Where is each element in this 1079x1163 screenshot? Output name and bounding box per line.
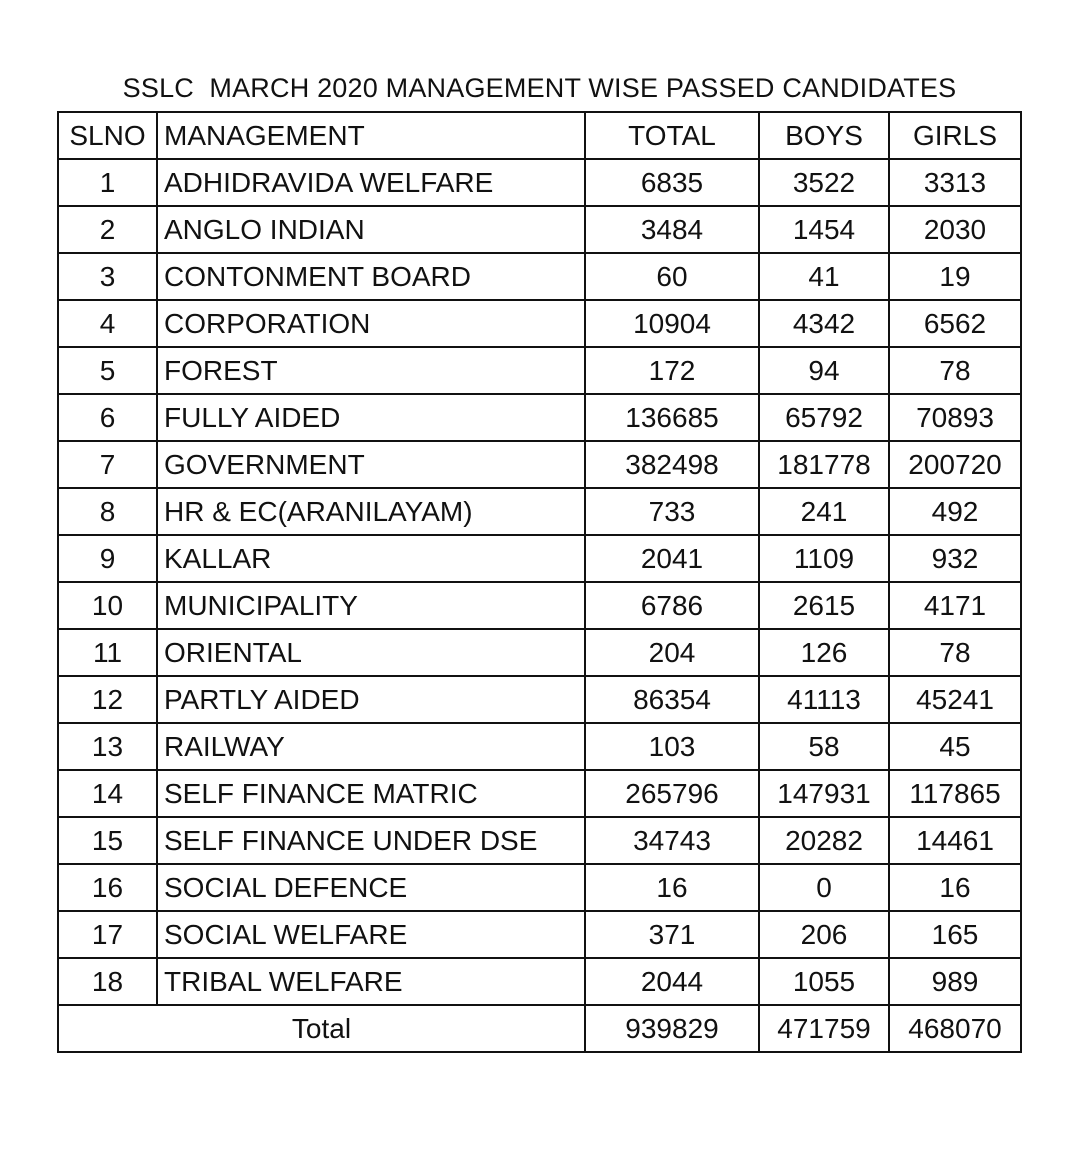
cell-girls: 45241 [889, 676, 1021, 723]
cell-girls: 78 [889, 347, 1021, 394]
table-row [58, 488, 1021, 535]
cell-management: ANGLO INDIAN [157, 206, 585, 253]
table-row [58, 441, 1021, 488]
table-row [58, 253, 1021, 300]
cell-total: 6835 [585, 159, 759, 206]
cell-management: KALLAR [157, 535, 585, 582]
table-row [58, 770, 1021, 817]
total-row [58, 1005, 1021, 1052]
cell-total: 136685 [585, 394, 759, 441]
cell-management: TRIBAL WELFARE [157, 958, 585, 1005]
cell-slno: 15 [58, 817, 157, 864]
cell-girls: 45 [889, 723, 1021, 770]
total-label: Total [58, 1005, 585, 1052]
cell-total: 10904 [585, 300, 759, 347]
cell-total: 733 [585, 488, 759, 535]
cell-girls: 78 [889, 629, 1021, 676]
cell-management: HR & EC(ARANILAYAM) [157, 488, 585, 535]
table-row [58, 300, 1021, 347]
cell-management: PARTLY AIDED [157, 676, 585, 723]
cell-total: 34743 [585, 817, 759, 864]
cell-total: 2041 [585, 535, 759, 582]
cell-slno: 8 [58, 488, 157, 535]
cell-slno: 2 [58, 206, 157, 253]
cell-total: 371 [585, 911, 759, 958]
cell-slno: 18 [58, 958, 157, 1005]
cell-girls: 200720 [889, 441, 1021, 488]
cell-total: 382498 [585, 441, 759, 488]
cell-total: 103 [585, 723, 759, 770]
cell-slno: 14 [58, 770, 157, 817]
cell-management: MUNICIPALITY [157, 582, 585, 629]
cell-slno: 16 [58, 864, 157, 911]
cell-total: 265796 [585, 770, 759, 817]
table-row [58, 911, 1021, 958]
cell-total: 204 [585, 629, 759, 676]
cell-total: 3484 [585, 206, 759, 253]
cell-boys: 0 [759, 864, 889, 911]
cell-girls: 14461 [889, 817, 1021, 864]
cell-total: 2044 [585, 958, 759, 1005]
cell-slno: 5 [58, 347, 157, 394]
cell-slno: 6 [58, 394, 157, 441]
grand-total-boys: 471759 [759, 1005, 889, 1052]
cell-management: ADHIDRAVIDA WELFARE [157, 159, 585, 206]
cell-boys: 3522 [759, 159, 889, 206]
table-row [58, 159, 1021, 206]
cell-girls: 3313 [889, 159, 1021, 206]
cell-boys: 181778 [759, 441, 889, 488]
cell-management: SELF FINANCE UNDER DSE [157, 817, 585, 864]
cell-management: SELF FINANCE MATRIC [157, 770, 585, 817]
cell-slno: 3 [58, 253, 157, 300]
passed-candidates-table [57, 111, 1022, 1053]
table-row [58, 817, 1021, 864]
cell-boys: 4342 [759, 300, 889, 347]
header-row [58, 112, 1021, 159]
cell-total: 86354 [585, 676, 759, 723]
table-row [58, 629, 1021, 676]
cell-boys: 94 [759, 347, 889, 394]
cell-management: SOCIAL WELFARE [157, 911, 585, 958]
cell-total: 172 [585, 347, 759, 394]
cell-slno: 11 [58, 629, 157, 676]
cell-boys: 41 [759, 253, 889, 300]
cell-girls: 932 [889, 535, 1021, 582]
cell-slno: 10 [58, 582, 157, 629]
table-row [58, 347, 1021, 394]
cell-girls: 165 [889, 911, 1021, 958]
table-row [58, 582, 1021, 629]
cell-management: SOCIAL DEFENCE [157, 864, 585, 911]
grand-total: 939829 [585, 1005, 759, 1052]
cell-boys: 65792 [759, 394, 889, 441]
cell-girls: 117865 [889, 770, 1021, 817]
cell-girls: 19 [889, 253, 1021, 300]
cell-boys: 206 [759, 911, 889, 958]
cell-boys: 1109 [759, 535, 889, 582]
cell-slno: 4 [58, 300, 157, 347]
cell-boys: 126 [759, 629, 889, 676]
cell-boys: 1055 [759, 958, 889, 1005]
cell-girls: 70893 [889, 394, 1021, 441]
grand-total-girls: 468070 [889, 1005, 1021, 1052]
cell-boys: 241 [759, 488, 889, 535]
table-row [58, 535, 1021, 582]
document-title: SSLC MARCH 2020 MANAGEMENT WISE PASSED CANDIDATES [122, 73, 957, 103]
header-slno: SLNO [58, 112, 157, 159]
cell-girls: 6562 [889, 300, 1021, 347]
cell-boys: 20282 [759, 817, 889, 864]
cell-girls: 16 [889, 864, 1021, 911]
cell-slno: 13 [58, 723, 157, 770]
table-row [58, 958, 1021, 1005]
cell-total: 16 [585, 864, 759, 911]
table-row [58, 206, 1021, 253]
header-girls: GIRLS [889, 112, 1021, 159]
cell-management: GOVERNMENT [157, 441, 585, 488]
header-total: TOTAL [585, 112, 759, 159]
cell-management: FULLY AIDED [157, 394, 585, 441]
table-body [58, 159, 1021, 1005]
cell-boys: 1454 [759, 206, 889, 253]
cell-total: 6786 [585, 582, 759, 629]
cell-boys: 2615 [759, 582, 889, 629]
cell-girls: 2030 [889, 206, 1021, 253]
cell-slno: 12 [58, 676, 157, 723]
cell-management: CONTONMENT BOARD [157, 253, 585, 300]
table-row [58, 394, 1021, 441]
cell-slno: 1 [58, 159, 157, 206]
cell-boys: 58 [759, 723, 889, 770]
cell-girls: 4171 [889, 582, 1021, 629]
cell-girls: 492 [889, 488, 1021, 535]
cell-total: 60 [585, 253, 759, 300]
table-row [58, 864, 1021, 911]
cell-management: RAILWAY [157, 723, 585, 770]
cell-boys: 147931 [759, 770, 889, 817]
table-row [58, 723, 1021, 770]
cell-management: ORIENTAL [157, 629, 585, 676]
table-row [58, 676, 1021, 723]
cell-slno: 17 [58, 911, 157, 958]
cell-management: FOREST [157, 347, 585, 394]
cell-boys: 41113 [759, 676, 889, 723]
cell-girls: 989 [889, 958, 1021, 1005]
header-boys: BOYS [759, 112, 889, 159]
cell-slno: 7 [58, 441, 157, 488]
header-management: MANAGEMENT [157, 112, 585, 159]
cell-management: CORPORATION [157, 300, 585, 347]
cell-slno: 9 [58, 535, 157, 582]
